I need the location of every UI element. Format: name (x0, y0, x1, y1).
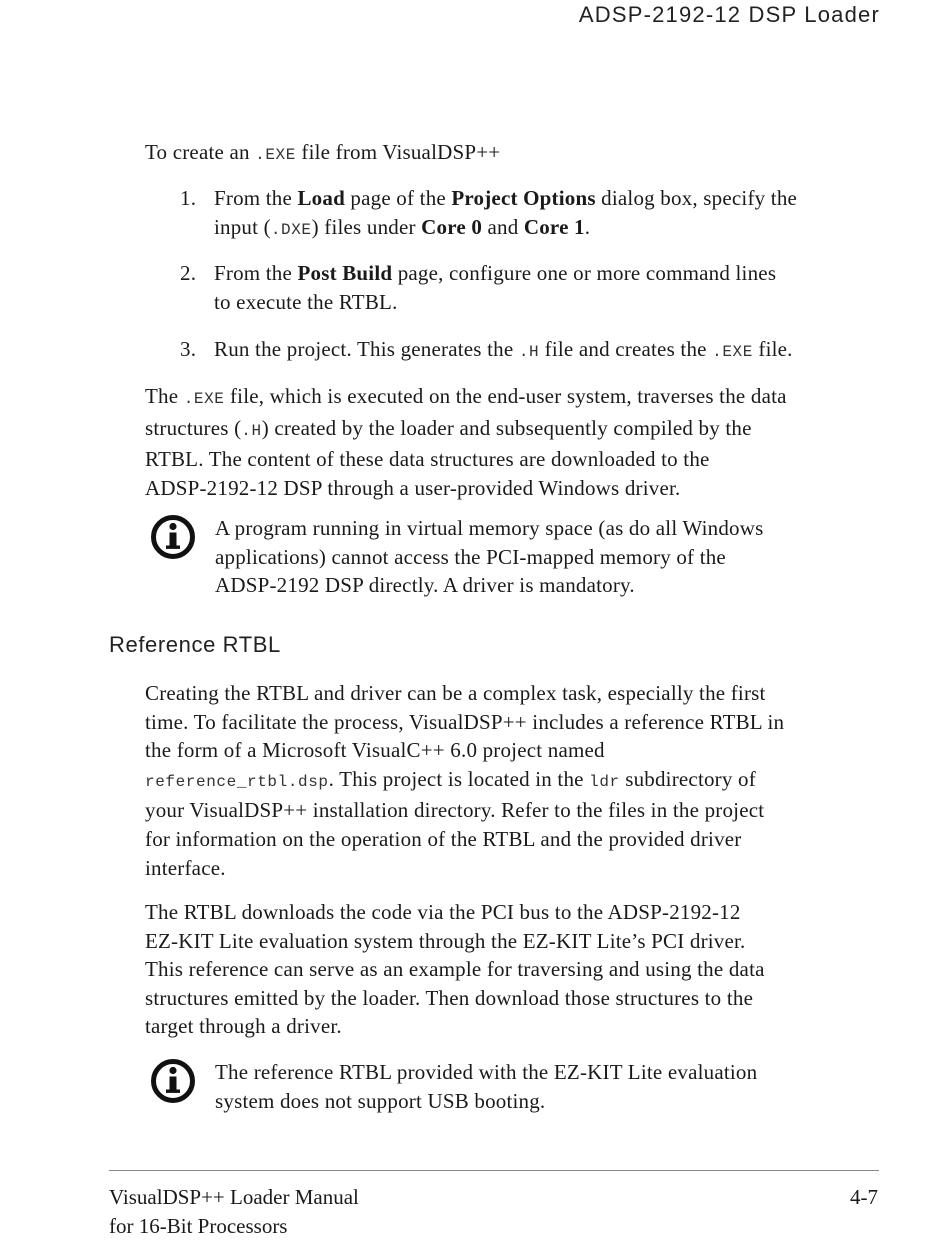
running-header: ADSP-2192-12 DSP Loader (578, 2, 880, 27)
paragraph-exe: The .EXE file, which is executed on the end-user system, traverses the data structures (.H) created by the loader and subsequently compiled by the RTBL. The content of these data structures are downloaded to the ADSP-2192-12 DSP through a user-provided Windows driver. (145, 384, 787, 500)
step-2-line-1: From the Post Build page, configure one or more command lines (214, 261, 777, 285)
section-heading: Reference RTBL (109, 632, 281, 657)
step-2-line-2: to execute the RTBL. (214, 289, 398, 314)
note-virtual-memory: A program running in virtual memory space (as do all Windows applications) cannot access the PCI-mapped memory of the ADSP-2192 DSP directly. A driver is mandatory. (215, 516, 764, 598)
step-1-line-1: From the Load page of the Project Options dialog box, specify the (214, 186, 798, 210)
step-1-line-2: input (.DXE) files under Core 0 and Core 1. (214, 214, 591, 239)
note-usb-booting: The reference RTBL provided with the EZ-KIT Lite evaluation system does not support USB booting. (215, 1060, 758, 1113)
step-3-line-1: Run the project. This generates the .H file and creates the .EXE file. (214, 337, 793, 361)
paragraph-pci-download: The RTBL downloads the code via the PCI bus to the ADSP-2192-12 EZ-KIT Lite evaluation system through the EZ-KIT Lite’s PCI driver. This reference can serve as an example for traversing and using the data structures emitted by the loader. Then download those structures to the target through a driver. (145, 900, 765, 1039)
paragraph-reference-rtbl: Creating the RTBL and driver can be a complex task, especially the first time. To facilitate the process, VisualDSP++ includes a reference RTBL in the form of a Microsoft VisualC++ 6.0 project named reference_rtbl.dsp. This project is located in the ldr subdirectory of your VisualDSP++ installation directory. Refer to the files in the project for information on the operation of the RTBL and the provided driver interface. (145, 681, 785, 880)
info-icon (150, 1058, 196, 1104)
info-icon (150, 514, 196, 560)
footer-manual-title: VisualDSP++ Loader Manual for 16-Bit Processors (109, 1185, 359, 1238)
intro-line: To create an .EXE file from VisualDSP++ (145, 140, 501, 164)
page-number: 4-7 (850, 1185, 878, 1209)
footer-divider (109, 1170, 879, 1171)
